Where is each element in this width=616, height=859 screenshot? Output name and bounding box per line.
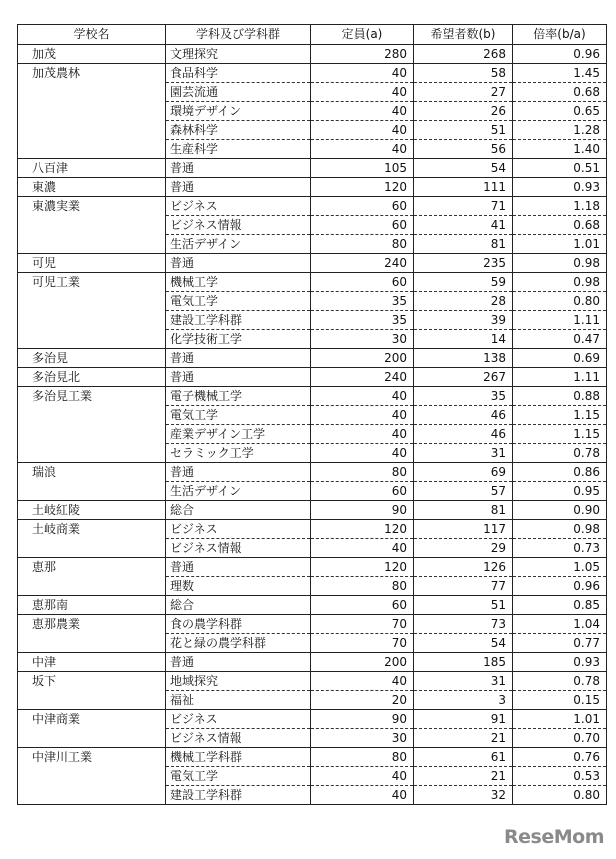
- capacity-cell: 120: [311, 178, 414, 197]
- department-cell: 機械工学科群: [166, 748, 311, 767]
- applicants-cell: 126: [414, 558, 513, 577]
- capacity-cell: 40: [311, 102, 414, 121]
- capacity-cell: 40: [311, 786, 414, 805]
- department-cell: 電子機械工学: [166, 387, 311, 406]
- applicants-cell: 185: [414, 653, 513, 672]
- department-cell: 園芸流通: [166, 83, 311, 102]
- applicants-cell: 138: [414, 349, 513, 368]
- capacity-cell: 240: [311, 368, 414, 387]
- applicants-cell: 39: [414, 311, 513, 330]
- ratio-cell: 0.93: [513, 653, 607, 672]
- ratio-cell: 0.98: [513, 520, 607, 539]
- applicants-cell: 56: [414, 140, 513, 159]
- school-name: 八百津: [18, 159, 166, 178]
- applicants-cell: 31: [414, 672, 513, 691]
- department-cell: 電気工学: [166, 406, 311, 425]
- applicants-cell: 57: [414, 482, 513, 501]
- capacity-cell: 200: [311, 349, 414, 368]
- department-cell: 普通: [166, 653, 311, 672]
- capacity-cell: 35: [311, 311, 414, 330]
- department-cell: 文理探究: [166, 45, 311, 64]
- capacity-cell: 60: [311, 216, 414, 235]
- applicants-cell: 29: [414, 539, 513, 558]
- department-cell: 花と緑の農学科群: [166, 634, 311, 653]
- table-row: [18, 368, 607, 387]
- header-capacity: 定員(a): [311, 25, 414, 45]
- applicants-cell: 59: [414, 273, 513, 292]
- ratio-cell: 1.28: [513, 121, 607, 140]
- capacity-cell: 40: [311, 406, 414, 425]
- header-department: 学科及び学科群: [166, 25, 311, 45]
- ratio-cell: 0.76: [513, 748, 607, 767]
- table-row: [18, 596, 607, 615]
- school-name: 可児: [18, 254, 166, 273]
- table-row: [18, 349, 607, 368]
- ratio-cell: 0.93: [513, 178, 607, 197]
- applicants-cell: 35: [414, 387, 513, 406]
- table-row: [18, 615, 607, 634]
- department-cell: ビジネス情報: [166, 216, 311, 235]
- applicants-cell: 26: [414, 102, 513, 121]
- capacity-cell: 40: [311, 425, 414, 444]
- table-row: [18, 45, 607, 64]
- applicants-cell: 61: [414, 748, 513, 767]
- department-cell: セラミック工学: [166, 444, 311, 463]
- capacity-cell: 40: [311, 83, 414, 102]
- ratio-cell: 0.90: [513, 501, 607, 520]
- department-cell: 食の農学科群: [166, 615, 311, 634]
- applicants-cell: 41: [414, 216, 513, 235]
- applicants-cell: 54: [414, 634, 513, 653]
- ratio-cell: 0.70: [513, 729, 607, 748]
- applicants-cell: 81: [414, 235, 513, 254]
- school-name: 加茂農林: [18, 64, 166, 159]
- applicants-cell: 81: [414, 501, 513, 520]
- department-cell: ビジネス: [166, 197, 311, 216]
- school-name: 中津: [18, 653, 166, 672]
- department-cell: ビジネス情報: [166, 729, 311, 748]
- applicants-cell: 73: [414, 615, 513, 634]
- table-body: [18, 45, 607, 805]
- ratio-cell: 1.15: [513, 425, 607, 444]
- department-cell: 食品科学: [166, 64, 311, 83]
- header-school: 学校名: [18, 25, 166, 45]
- capacity-cell: 60: [311, 482, 414, 501]
- ratio-cell: 0.88: [513, 387, 607, 406]
- ratio-cell: 1.45: [513, 64, 607, 83]
- table-row: [18, 387, 607, 406]
- applicants-cell: 21: [414, 767, 513, 786]
- capacity-cell: 30: [311, 729, 414, 748]
- applicants-cell: 117: [414, 520, 513, 539]
- applicants-cell: 31: [414, 444, 513, 463]
- department-cell: 理数: [166, 577, 311, 596]
- department-cell: 普通: [166, 159, 311, 178]
- ratio-cell: 1.18: [513, 197, 607, 216]
- header-ratio: 倍率(b/a): [513, 25, 607, 45]
- ratio-cell: 0.98: [513, 254, 607, 273]
- department-cell: 電気工学: [166, 767, 311, 786]
- ratio-cell: 1.40: [513, 140, 607, 159]
- school-name: 多治見工業: [18, 387, 166, 463]
- department-cell: ビジネス: [166, 520, 311, 539]
- capacity-cell: 20: [311, 691, 414, 710]
- ratio-cell: 0.86: [513, 463, 607, 482]
- department-cell: 総合: [166, 501, 311, 520]
- ratio-cell: 1.11: [513, 311, 607, 330]
- capacity-cell: 60: [311, 273, 414, 292]
- ratio-cell: 0.95: [513, 482, 607, 501]
- school-name: 土岐紅陵: [18, 501, 166, 520]
- table-row: [18, 520, 607, 539]
- department-cell: ビジネス: [166, 710, 311, 729]
- department-cell: 総合: [166, 596, 311, 615]
- applicants-cell: 51: [414, 596, 513, 615]
- capacity-cell: 40: [311, 672, 414, 691]
- capacity-cell: 240: [311, 254, 414, 273]
- capacity-cell: 70: [311, 615, 414, 634]
- table-row: [18, 672, 607, 691]
- capacity-cell: 60: [311, 197, 414, 216]
- ratio-cell: 0.78: [513, 672, 607, 691]
- applicants-cell: 51: [414, 121, 513, 140]
- table-row: [18, 558, 607, 577]
- ratio-cell: 0.65: [513, 102, 607, 121]
- school-name: 加茂: [18, 45, 166, 64]
- table-row: [18, 64, 607, 83]
- table-row: [18, 178, 607, 197]
- ratio-cell: 0.47: [513, 330, 607, 349]
- applicants-cell: 58: [414, 64, 513, 83]
- ratio-cell: 0.78: [513, 444, 607, 463]
- school-name: 坂下: [18, 672, 166, 710]
- table-row: [18, 254, 607, 273]
- department-cell: 生活デザイン: [166, 482, 311, 501]
- capacity-cell: 40: [311, 140, 414, 159]
- school-name: 中津川工業: [18, 748, 166, 805]
- table-row: [18, 501, 607, 520]
- department-cell: 生産科学: [166, 140, 311, 159]
- school-name: 恵那: [18, 558, 166, 596]
- capacity-cell: 90: [311, 501, 414, 520]
- ratio-cell: 0.98: [513, 273, 607, 292]
- applicants-cell: 3: [414, 691, 513, 710]
- capacity-cell: 80: [311, 748, 414, 767]
- table-row: [18, 273, 607, 292]
- table-row: [18, 710, 607, 729]
- applicants-cell: 46: [414, 425, 513, 444]
- ratio-cell: 1.04: [513, 615, 607, 634]
- ratio-cell: 0.80: [513, 786, 607, 805]
- school-name: 多治見北: [18, 368, 166, 387]
- capacity-cell: 40: [311, 539, 414, 558]
- school-name: 恵那農業: [18, 615, 166, 653]
- applicants-cell: 46: [414, 406, 513, 425]
- school-name: 中津商業: [18, 710, 166, 748]
- school-name: 東濃実業: [18, 197, 166, 254]
- capacity-cell: 60: [311, 596, 414, 615]
- department-cell: 産業デザイン工学: [166, 425, 311, 444]
- capacity-cell: 80: [311, 463, 414, 482]
- department-cell: 普通: [166, 254, 311, 273]
- resemom-logo: ReseMom: [504, 826, 604, 848]
- ratio-cell: 0.68: [513, 83, 607, 102]
- ratio-cell: 0.53: [513, 767, 607, 786]
- applicants-cell: 91: [414, 710, 513, 729]
- school-name: 東濃: [18, 178, 166, 197]
- capacity-cell: 200: [311, 653, 414, 672]
- department-cell: 環境デザイン: [166, 102, 311, 121]
- department-cell: 機械工学: [166, 273, 311, 292]
- school-name: 可児工業: [18, 273, 166, 349]
- department-cell: 普通: [166, 178, 311, 197]
- ratio-cell: 1.01: [513, 235, 607, 254]
- ratio-cell: 0.51: [513, 159, 607, 178]
- ratio-cell: 0.96: [513, 45, 607, 64]
- capacity-cell: 40: [311, 121, 414, 140]
- applicants-cell: 21: [414, 729, 513, 748]
- capacity-cell: 80: [311, 577, 414, 596]
- ratio-cell: 1.11: [513, 368, 607, 387]
- department-cell: 建設工学科群: [166, 786, 311, 805]
- department-cell: 普通: [166, 368, 311, 387]
- school-name: 多治見: [18, 349, 166, 368]
- capacity-cell: 40: [311, 444, 414, 463]
- capacity-cell: 40: [311, 387, 414, 406]
- capacity-cell: 70: [311, 634, 414, 653]
- school-name: 瑞浪: [18, 463, 166, 501]
- capacity-cell: 90: [311, 710, 414, 729]
- department-cell: 建設工学科群: [166, 311, 311, 330]
- ratio-cell: 0.69: [513, 349, 607, 368]
- applicants-cell: 268: [414, 45, 513, 64]
- ratio-cell: 0.73: [513, 539, 607, 558]
- applicants-cell: 71: [414, 197, 513, 216]
- ratio-cell: 0.15: [513, 691, 607, 710]
- ratio-cell: 1.01: [513, 710, 607, 729]
- department-cell: 地域探究: [166, 672, 311, 691]
- ratio-cell: 0.96: [513, 577, 607, 596]
- applicants-cell: 27: [414, 83, 513, 102]
- table-row: [18, 748, 607, 767]
- capacity-cell: 40: [311, 64, 414, 83]
- school-name: 土岐商業: [18, 520, 166, 558]
- applicants-cell: 77: [414, 577, 513, 596]
- department-cell: 普通: [166, 349, 311, 368]
- capacity-cell: 105: [311, 159, 414, 178]
- ratio-cell: 1.15: [513, 406, 607, 425]
- applicants-cell: 28: [414, 292, 513, 311]
- department-cell: 化学技術工学: [166, 330, 311, 349]
- applicants-cell: 32: [414, 786, 513, 805]
- department-cell: 普通: [166, 463, 311, 482]
- department-cell: 生活デザイン: [166, 235, 311, 254]
- department-cell: 森林科学: [166, 121, 311, 140]
- capacity-cell: 120: [311, 558, 414, 577]
- table-row: [18, 653, 607, 672]
- capacity-cell: 120: [311, 520, 414, 539]
- applicants-cell: 235: [414, 254, 513, 273]
- capacity-cell: 30: [311, 330, 414, 349]
- department-cell: 福祉: [166, 691, 311, 710]
- applicants-cell: 54: [414, 159, 513, 178]
- table-row: [18, 463, 607, 482]
- ratio-cell: 0.85: [513, 596, 607, 615]
- department-cell: 電気工学: [166, 292, 311, 311]
- capacity-cell: 40: [311, 767, 414, 786]
- table-row: [18, 197, 607, 216]
- ratio-cell: 1.05: [513, 558, 607, 577]
- capacity-cell: 280: [311, 45, 414, 64]
- department-cell: ビジネス情報: [166, 539, 311, 558]
- ratio-cell: 0.77: [513, 634, 607, 653]
- applicants-cell: 69: [414, 463, 513, 482]
- department-cell: 普通: [166, 558, 311, 577]
- applicants-cell: 111: [414, 178, 513, 197]
- applicants-cell: 267: [414, 368, 513, 387]
- applicants-cell: 14: [414, 330, 513, 349]
- header-applicants: 希望者数(b): [414, 25, 513, 45]
- ratio-cell: 0.80: [513, 292, 607, 311]
- table-row: [18, 159, 607, 178]
- school-name: 恵那南: [18, 596, 166, 615]
- header-row: [18, 25, 607, 45]
- ratio-cell: 0.68: [513, 216, 607, 235]
- enrollment-table: [17, 24, 607, 805]
- capacity-cell: 35: [311, 292, 414, 311]
- capacity-cell: 80: [311, 235, 414, 254]
